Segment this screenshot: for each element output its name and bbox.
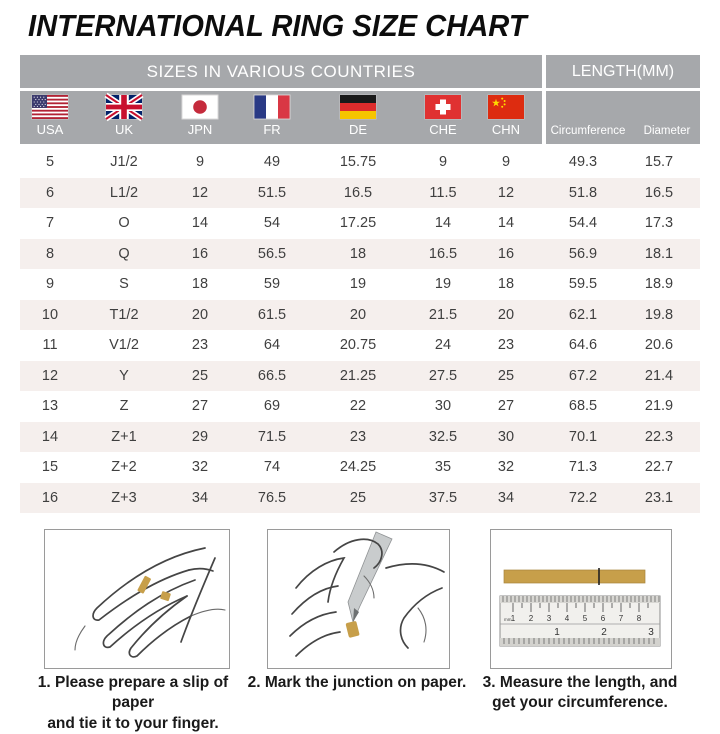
length-header: LENGTH(MM)	[546, 55, 700, 88]
table-cell: 72.2	[568, 489, 598, 506]
svg-text:6: 6	[600, 614, 606, 623]
china-flag-icon	[488, 95, 524, 119]
table-cell: V1/2	[109, 337, 139, 353]
table-cell: 22	[349, 398, 367, 414]
table-cell: 54	[263, 215, 281, 231]
circumference-label: Circumference	[550, 125, 626, 137]
table-cell: 7	[45, 215, 55, 231]
table-cell: Z	[119, 398, 129, 414]
ruler	[500, 596, 660, 646]
table-cell: 15.75	[339, 154, 377, 170]
table-cell: 64	[263, 337, 281, 353]
table-row	[20, 422, 700, 453]
caption-line: 3. Measure the length, and	[482, 674, 678, 691]
table-cell: 20	[349, 306, 367, 323]
svg-text:4: 4	[564, 614, 570, 623]
svg-text:2: 2	[601, 627, 607, 638]
table-cell: 14	[41, 428, 59, 445]
page-title: INTERNATIONAL RING SIZE CHART	[28, 8, 527, 43]
table-cell: 29	[191, 428, 209, 445]
table-cell: J1/2	[110, 154, 138, 170]
table-cell: 8	[45, 245, 55, 262]
table-row	[20, 208, 700, 239]
table-cell: 25	[497, 367, 515, 384]
table-row	[20, 483, 700, 514]
svg-text:7: 7	[618, 614, 624, 623]
svg-text:mm: mm	[504, 617, 512, 622]
hand-with-paper-illustration	[45, 530, 227, 666]
table-cell: 25	[191, 367, 209, 384]
table-cell: 34	[497, 489, 515, 506]
table-cell: Q	[118, 245, 130, 262]
country-column-jpn	[182, 95, 218, 137]
germany-flag-icon	[340, 95, 376, 119]
table-cell: 20.6	[644, 337, 674, 353]
table-cell: 27.5	[428, 367, 458, 384]
table-cell: L1/2	[109, 184, 139, 201]
table-cell: 59.5	[568, 276, 598, 292]
table-cell: 16.5	[343, 184, 373, 201]
table-cell: O	[118, 215, 130, 231]
table-cell: 14	[434, 215, 452, 231]
table-cell: 30	[497, 428, 515, 445]
country-label: CHE	[429, 122, 457, 137]
country-column-chn	[488, 95, 524, 137]
table-cell: 54.4	[568, 215, 598, 231]
table-cell: 9	[195, 154, 205, 170]
sizes-header: SIZES IN VARIOUS COUNTRIES	[20, 55, 542, 88]
svg-text:2: 2	[528, 614, 534, 623]
table-cell: 16	[41, 489, 59, 506]
table-cell: 20	[497, 306, 515, 323]
svg-text:5: 5	[582, 614, 588, 623]
table-cell: 71.3	[568, 459, 598, 475]
country-label: UK	[114, 122, 134, 137]
table-cell: 18	[497, 276, 515, 292]
marking-paper-illustration	[268, 530, 447, 666]
table-cell: 14	[191, 215, 209, 231]
table-cell: 21.9	[644, 398, 674, 414]
table-cell: 56.9	[568, 245, 598, 262]
table-cell: 20	[191, 306, 209, 323]
table-cell: Z+1	[111, 428, 137, 445]
table-cell: 51.8	[568, 184, 598, 201]
table-cell: 32	[191, 459, 209, 475]
table-cell: 68.5	[568, 398, 598, 414]
table-cell: 9	[438, 154, 448, 170]
caption-line: get your circumference.	[492, 694, 668, 712]
table-cell: 19.8	[644, 306, 674, 323]
table-cell: 67.2	[568, 367, 598, 384]
instruction-caption-3	[478, 673, 682, 714]
france-flag-icon	[254, 95, 290, 119]
instruction-caption-1	[20, 673, 246, 734]
instruction-image-2	[267, 529, 450, 669]
table-cell: 59	[263, 276, 281, 292]
table-cell: Z+3	[111, 489, 137, 506]
usa-flag-icon	[32, 95, 68, 119]
table-cell: 20.75	[339, 337, 377, 353]
table-cell: 18.9	[644, 276, 674, 292]
table-row	[20, 330, 700, 361]
caption-line: 1. Please prepare a slip of paper	[37, 674, 229, 712]
table-cell: 64.6	[568, 337, 598, 353]
table-cell: 15.7	[644, 154, 674, 170]
table-cell: 27	[497, 398, 515, 414]
instruction-image-1	[44, 529, 230, 669]
table-cell: 13	[41, 398, 59, 414]
table-cell: 49.3	[568, 154, 598, 170]
table-row	[20, 300, 700, 331]
paper-strip	[504, 570, 645, 583]
table-cell: 5	[45, 154, 55, 170]
table-cell: 16.5	[644, 184, 674, 201]
table-cell: T1/2	[109, 306, 139, 323]
table-cell: 22.7	[644, 459, 674, 475]
uk-flag-icon	[106, 95, 142, 119]
country-label: FR	[263, 122, 281, 137]
country-label: DE	[348, 122, 368, 137]
table-cell: 32	[497, 459, 515, 475]
table-cell: 62.1	[568, 306, 598, 323]
switzerland-flag-icon	[425, 95, 461, 119]
country-label: USA	[36, 122, 64, 137]
instruction-caption-2	[244, 673, 470, 693]
table-cell: 56.5	[257, 245, 287, 262]
table-cell: 12	[41, 367, 59, 384]
table-cell: 70.1	[568, 428, 598, 445]
table-cell: 21.25	[339, 367, 377, 384]
table-cell: 19	[349, 276, 367, 292]
table-cell: 18	[349, 245, 367, 262]
table-cell: 49	[263, 154, 281, 170]
instruction-image-3	[490, 529, 672, 669]
table-cell: 51.5	[257, 184, 287, 201]
length-subheader-row	[546, 91, 700, 144]
table-row	[20, 147, 700, 178]
country-column-de	[340, 95, 376, 137]
table-cell: 18.1	[644, 245, 674, 262]
table-cell: Z+2	[111, 459, 137, 475]
table-cell: 11	[42, 337, 58, 353]
table-cell: 16.5	[428, 245, 458, 262]
table-cell: 22.3	[644, 428, 674, 445]
table-row	[20, 452, 700, 483]
country-column-che	[425, 95, 461, 137]
table-cell: 76.5	[257, 489, 287, 506]
svg-text:3: 3	[546, 614, 552, 623]
table-cell: 30	[434, 398, 452, 414]
svg-text:1: 1	[554, 627, 560, 638]
table-cell: 32.5	[428, 428, 458, 445]
table-cell: 18	[191, 276, 209, 292]
table-cell: 14	[497, 215, 515, 231]
table-cell: 12	[191, 184, 209, 201]
table-cell: 15	[41, 459, 59, 475]
table-cell: 25	[349, 489, 367, 506]
table-cell: 17.3	[644, 215, 674, 231]
svg-text:1: 1	[510, 614, 516, 623]
table-cell: 16	[497, 245, 515, 262]
country-column-fr	[254, 95, 290, 137]
table-row	[20, 361, 700, 392]
table-cell: 24.25	[339, 459, 377, 475]
country-column-usa	[32, 95, 68, 137]
table-row	[20, 178, 700, 209]
caption-line: 2. Mark the junction on paper.	[247, 674, 467, 691]
table-cell: 37.5	[428, 489, 458, 506]
caption-line: and tie it to your finger.	[47, 714, 219, 732]
table-cell: 10	[41, 306, 59, 323]
table-cell: 17.25	[339, 215, 377, 231]
diameter-label: Diameter	[643, 125, 691, 137]
table-cell: 21.4	[644, 367, 674, 384]
table-cell: 34	[191, 489, 209, 506]
table-cell: 71.5	[257, 428, 287, 445]
svg-text:8: 8	[636, 614, 642, 623]
table-cell: 9	[45, 276, 55, 292]
flag-header-row	[20, 91, 542, 144]
table-cell: 12	[497, 184, 515, 201]
table-cell: 69	[263, 398, 281, 414]
japan-flag-icon	[182, 95, 218, 119]
table-cell: 66.5	[257, 367, 287, 384]
table-row	[20, 239, 700, 270]
table-cell: 23.1	[644, 489, 674, 506]
table-cell: 24	[434, 337, 452, 353]
table-cell: 16	[191, 245, 209, 262]
table-cell: 6	[45, 184, 55, 201]
country-column-uk	[106, 95, 142, 137]
table-cell: 35	[434, 459, 452, 475]
table-cell: Y	[119, 367, 129, 384]
table-cell: 23	[191, 337, 209, 353]
table-cell: S	[119, 276, 129, 292]
svg-text:3: 3	[648, 627, 654, 638]
table-row	[20, 269, 700, 300]
country-label: JPN	[187, 122, 213, 137]
table-cell: 19	[434, 276, 452, 292]
table-cell: 11.5	[429, 184, 457, 201]
table-cell: 21.5	[428, 306, 458, 323]
country-label: CHN	[491, 122, 521, 137]
table-cell: 74	[263, 459, 281, 475]
table-cell: 9	[501, 154, 511, 170]
table-cell: 27	[191, 398, 209, 414]
ruler-illustration	[491, 530, 669, 666]
table-cell: 61.5	[257, 306, 287, 323]
table-cell: 23	[349, 428, 367, 445]
table-cell: 23	[497, 337, 515, 353]
table-row	[20, 391, 700, 422]
